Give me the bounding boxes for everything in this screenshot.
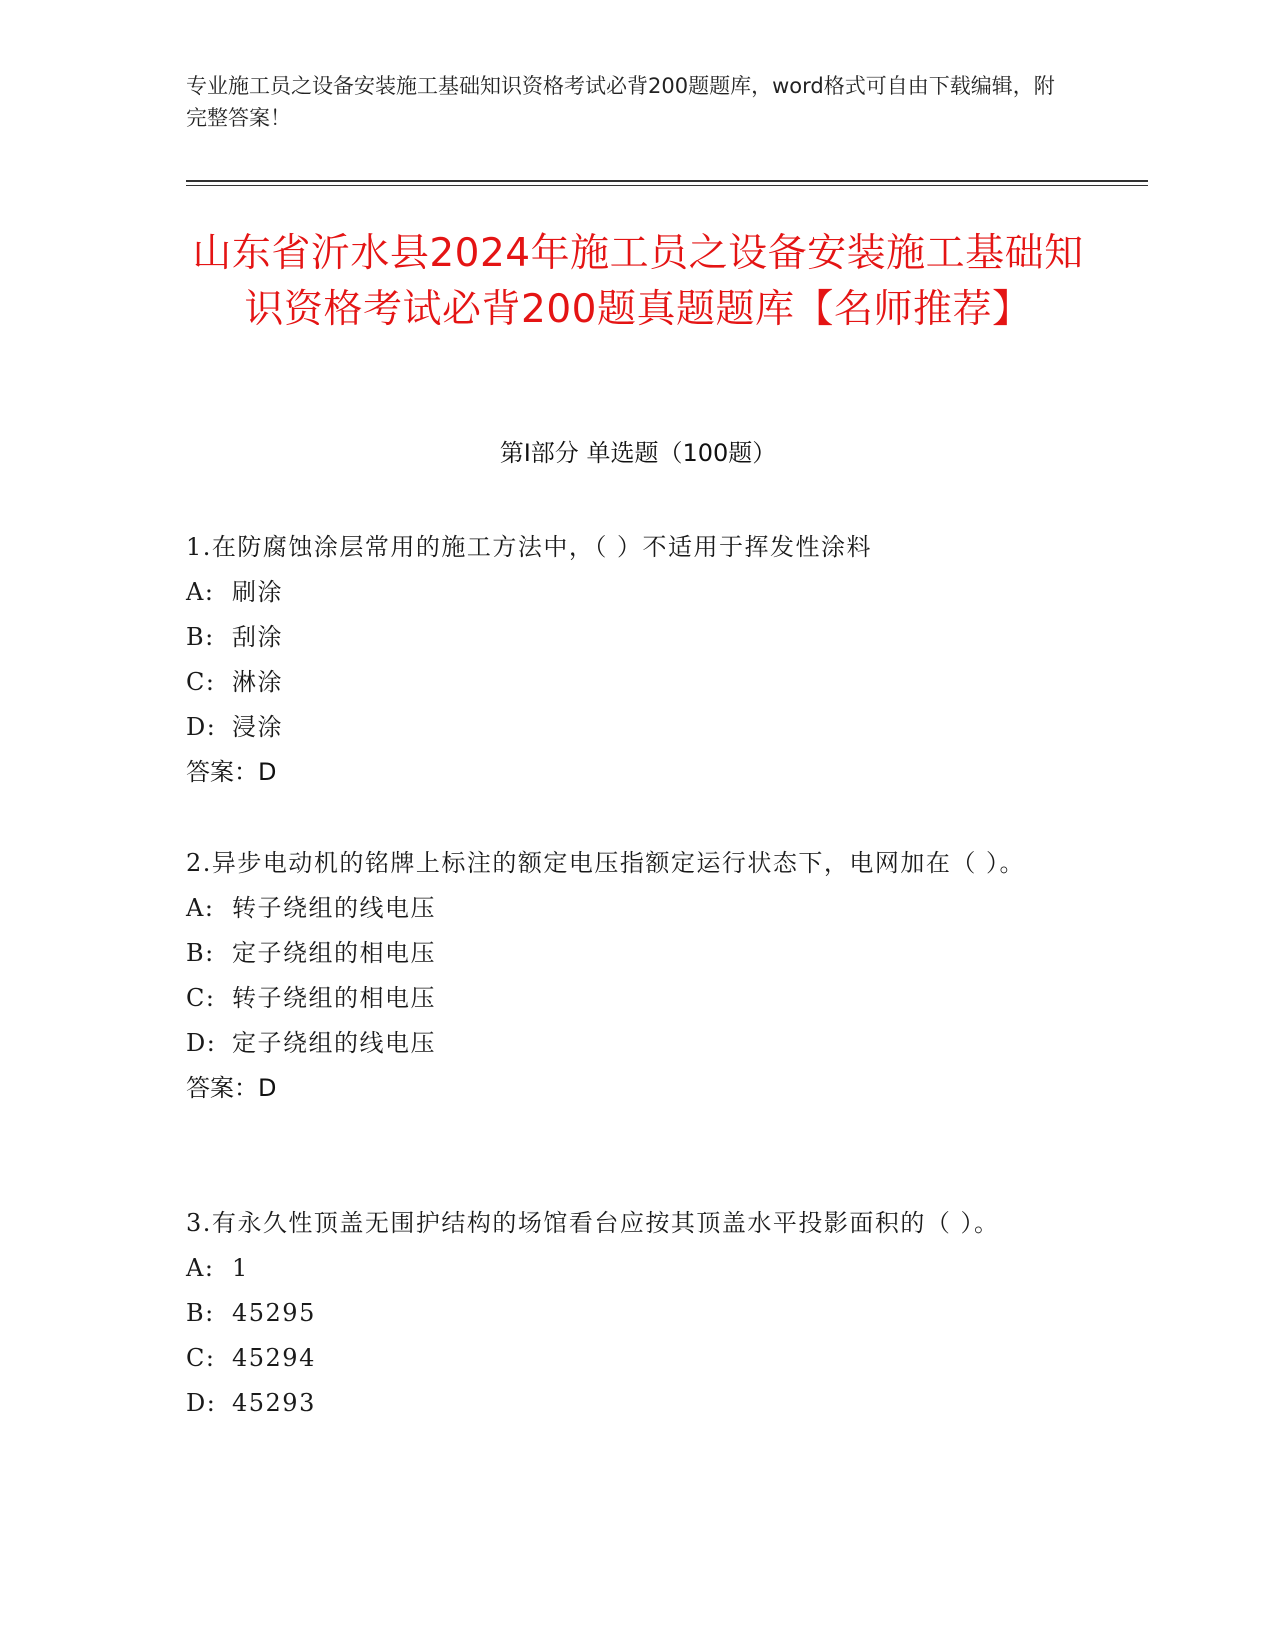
option-text: 45293 [232, 1389, 316, 1417]
option-b [186, 931, 1066, 976]
option-letter: A: [186, 578, 215, 606]
header-divider-thin [186, 185, 1148, 186]
option-letter: A: [186, 894, 215, 922]
option-c [186, 660, 1066, 705]
option-letter: A: [186, 1254, 215, 1282]
option-a [186, 886, 1066, 931]
question-3 [186, 1200, 1066, 1426]
option-text: 45294 [232, 1344, 316, 1372]
option-d [186, 705, 1066, 750]
option-c [186, 1336, 1066, 1381]
option-text: 刷涂 [232, 578, 283, 606]
option-text: 转子绕组的相电压 [232, 984, 436, 1012]
document-title: 山东省沂水县2024年施工员之设备安装施工基础知识资格考试必背200题真题题库【名师推荐】 [192, 231, 1084, 332]
option-letter: C: [186, 668, 216, 696]
option-letter: D: [186, 1029, 217, 1057]
option-d [186, 1021, 1066, 1066]
option-letter: D: [186, 713, 217, 741]
header-divider [186, 180, 1148, 182]
option-letter: B: [186, 939, 215, 967]
option-d [186, 1381, 1066, 1426]
question-stem: 1.在防腐蚀涂层常用的施工方法中，（ ）不适用于挥发性涂料 [186, 533, 873, 561]
option-letter: C: [186, 984, 216, 1012]
option-a [186, 570, 1066, 615]
question-stem: 3.有永久性顶盖无围护结构的场馆看台应按其顶盖水平投影面积的（ ）。 [186, 1209, 1000, 1237]
option-text: 45295 [232, 1299, 316, 1327]
option-letter: C: [186, 1344, 216, 1372]
option-text: 1 [232, 1254, 249, 1282]
section-title: 第I部分 单选题（100题） [499, 439, 777, 467]
option-letter: D: [186, 1389, 217, 1417]
answer: 答案：D [186, 758, 277, 786]
answer: 答案：D [186, 1074, 277, 1102]
option-text: 定子绕组的线电压 [232, 1029, 436, 1057]
option-text: 浸涂 [232, 713, 283, 741]
option-text: 定子绕组的相电压 [232, 939, 436, 967]
option-a [186, 1246, 1066, 1291]
option-letter: B: [186, 1299, 215, 1327]
option-letter: B: [186, 623, 215, 651]
question-2 [186, 840, 1066, 1111]
question-stem: 2.异步电动机的铭牌上标注的额定电压指额定运行状态下，电网加在（ ）。 [186, 849, 1026, 877]
option-b [186, 1291, 1066, 1336]
header-note: 专业施工员之设备安装施工基础知识资格考试必背200题题库，word格式可自由下载编辑，附完整答案！ [186, 74, 1055, 130]
option-text: 淋涂 [232, 668, 283, 696]
option-text: 刮涂 [232, 623, 283, 651]
option-text: 转子绕组的线电压 [232, 894, 436, 922]
question-1 [186, 524, 1066, 795]
option-c [186, 976, 1066, 1021]
option-b [186, 615, 1066, 660]
